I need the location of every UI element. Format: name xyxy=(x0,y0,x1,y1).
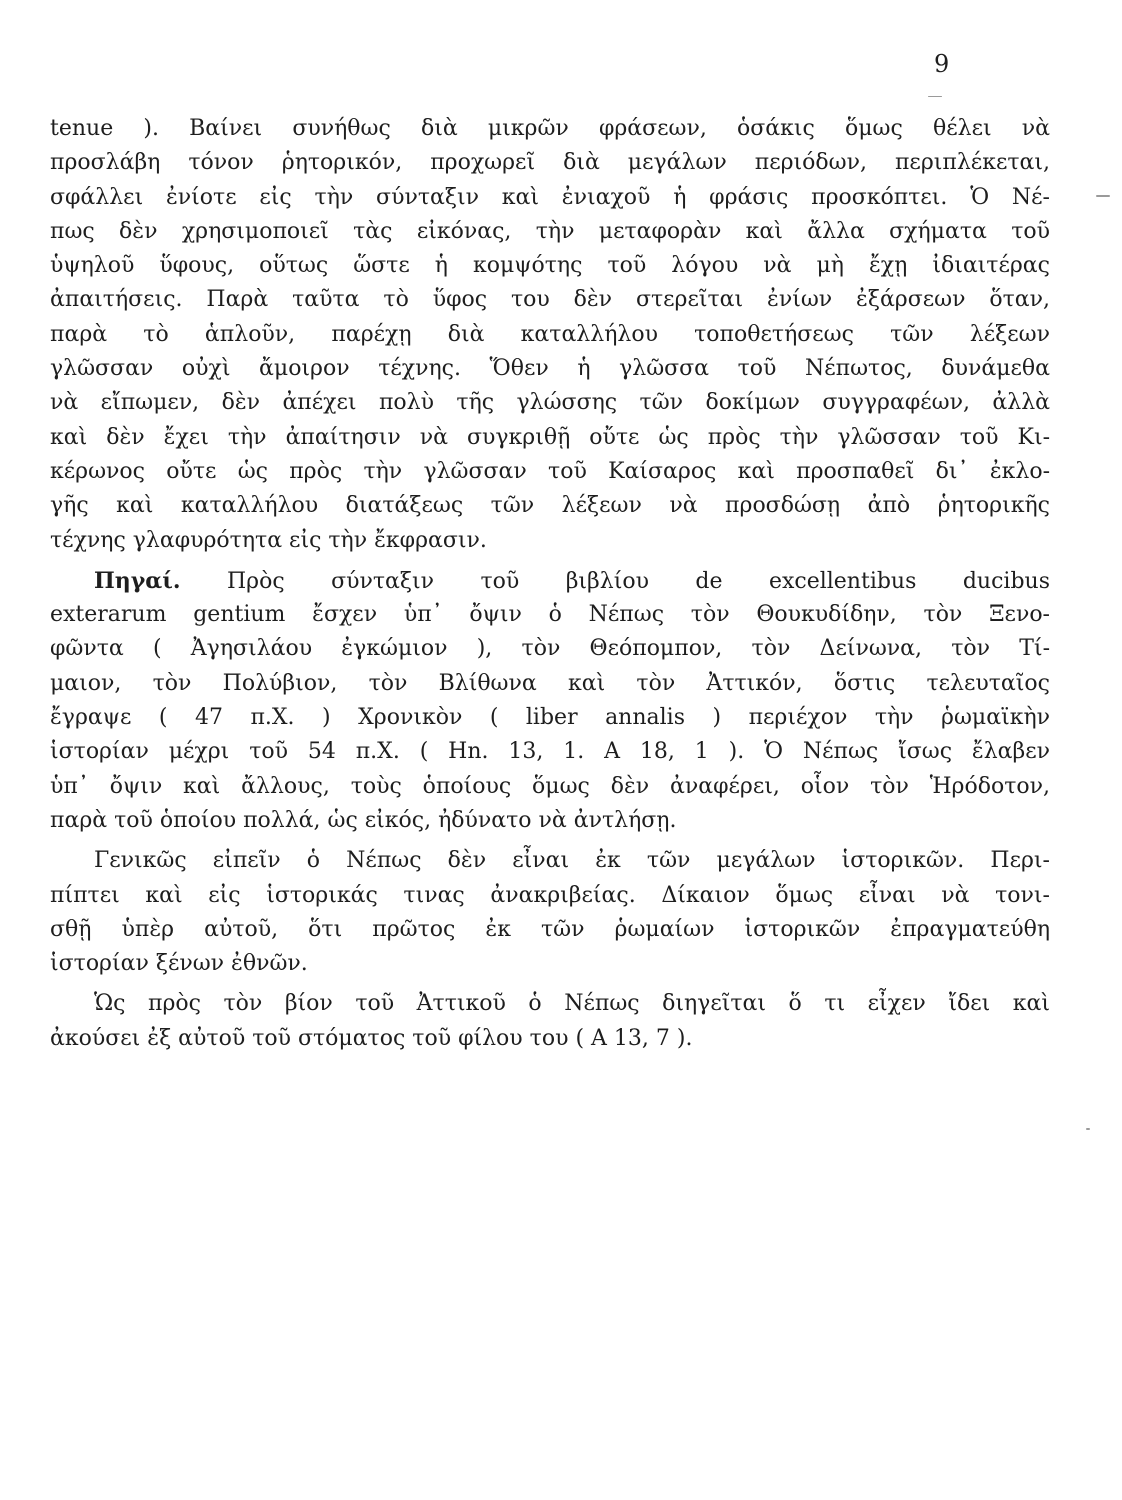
text-line: φῶντα ( Ἀγησιλάου ἐγκώμιον ), τὸν Θεόπομπον, τὸν Δείνωνα, τὸν Τί- xyxy=(50,636,1050,662)
text-line: γλῶσσαν οὐχὶ ἄμοιρον τέχνης. Ὅθεν ἡ γλῶσσα τοῦ Νέπωτος, δυνάμεθα xyxy=(50,356,1050,382)
text-line: γῆς καὶ καταλλήλου διατάξεως τῶν λέξεων νὰ προσδώσῃ ἀπὸ ῥητορικῆς xyxy=(50,493,1050,519)
scan-speck xyxy=(1086,1128,1090,1130)
text-line: Γενικῶς εἰπεῖν ὁ Νέπως δὲν εἶναι ἐκ τῶν μεγάλων ἱστορικῶν. Περι- xyxy=(94,848,1050,874)
text-line: καὶ δὲν ἔχει τὴν ἀπαίτησιν νὰ συγκριθῇ οὔτε ὡς πρὸς τὴν γλῶσσαν τοῦ Κι- xyxy=(50,424,1050,450)
scan-speck xyxy=(928,96,942,97)
text-line: σθῇ ὑπὲρ αὐτοῦ, ὅτι πρῶτος ἐκ τῶν ῥωμαίων ἱστορικῶν ἐπραγματεύθη xyxy=(50,916,1050,942)
text-line: παρὰ τὸ ἁπλοῦν, παρέχῃ διὰ καταλλήλου τοποθετήσεως τῶν λέξεων xyxy=(50,321,1050,347)
text-line: Ὡς πρὸς τὸν βίον τοῦ Ἀττικοῦ ὁ Νέπως διηγεῖται ὅ τι εἶχεν ἴδει καὶ xyxy=(94,991,1050,1017)
page-number: 9 xyxy=(934,50,950,78)
text-line: πίπτει καὶ εἰς ἱστορικάς τινας ἀνακριβείας. Δίκαιον ὅμως εἶναι νὰ τονι- xyxy=(50,882,1050,908)
text-line: ὑπ᾽ ὄψιν καὶ ἄλλους, τοὺς ὁποίους ὅμως δὲν ἀναφέρει, οἷον τὸν Ἡρόδοτον, xyxy=(50,773,1050,799)
text-line: ὑψηλοῦ ὕφους, οὕτως ὥστε ἡ κομψότης τοῦ λόγου νὰ μὴ ἔχῃ ἰδιαιτέρας xyxy=(50,253,1050,279)
text-line: ἀκούσει ἐξ αὐτοῦ τοῦ στόματος τοῦ φίλου του ( A 13, 7 ). xyxy=(50,1025,693,1051)
paragraph-sources xyxy=(50,564,1050,838)
text-line: ἀπαιτήσεις. Παρὰ ταῦτα τὸ ὕφος του δὲν στερεῖται ἐνίων ἐξάρσεων ὅταν, xyxy=(50,287,1050,313)
paragraph-atticus xyxy=(50,987,1050,1056)
text-line: μαιον, τὸν Πολύβιον, τὸν Βλίθωνα καὶ τὸν Ἀττικόν, ὅστις τελευταῖος xyxy=(50,670,1050,696)
text-line: ἱστορίαν μέχρι τοῦ 54 π.Χ. ( Hn. 13, 1. A 18, 1 ). Ὁ Νέπως ἴσως ἔλαβεν xyxy=(50,739,1050,765)
page-body xyxy=(50,112,1050,1056)
text-line xyxy=(50,564,1050,598)
text-line: προσλάβη τόνον ῥητορικόν, προχωρεῖ διὰ μεγάλων περιόδων, περιπλέκεται, xyxy=(50,150,1050,176)
scan-speck xyxy=(1096,195,1110,197)
text-line: ἔγραψε ( 47 π.Χ. ) Χρονικὸν ( liber annalis ) περιέχον τὴν ῥωμαϊκὴν xyxy=(50,705,1050,731)
text-line: exterarum gentium ἔσχεν ὑπ᾽ ὄψιν ὁ Νέπως τὸν Θουκυδίδην, τὸν Ξενο- xyxy=(50,602,1050,628)
paragraph-style-and-language xyxy=(50,112,1050,558)
text-line: πως δὲν χρησιμοποιεῖ τὰς εἰκόνας, τὴν μεταφορὰν καὶ ἄλλα σχήματα τοῦ xyxy=(50,218,1050,244)
text-line: τέχνης γλαφυρότητα εἰς τὴν ἔκφρασιν. xyxy=(50,527,487,553)
text-line: σφάλλει ἐνίοτε εἰς τὴν σύνταξιν καὶ ἐνιαχοῦ ἡ φράσις προσκόπτει. Ὁ Νέ- xyxy=(50,184,1050,210)
text-run: Πρὸς σύνταξιν τοῦ βιβλίου de excellentibus ducibus xyxy=(226,568,1050,594)
paragraph-assessment xyxy=(50,844,1050,981)
section-heading-sources: Πηγαί. xyxy=(94,567,181,594)
text-line: ἱστορίαν ξένων ἐθνῶν. xyxy=(50,951,308,977)
text-line: νὰ εἴπωμεν, δὲν ἀπέχει πολὺ τῆς γλώσσης τῶν δοκίμων συγγραφέων, ἀλλὰ xyxy=(50,390,1050,416)
text-line: tenue ). Βαίνει συνήθως διὰ μικρῶν φράσεων, ὁσάκις ὅμως θέλει νὰ xyxy=(50,116,1050,141)
text-line: κέρωνος οὔτε ὡς πρὸς τὴν γλῶσσαν τοῦ Καίσαρος καὶ προσπαθεῖ δι᾽ ἐκλο- xyxy=(50,458,1050,484)
text-line: παρὰ τοῦ ὁποίου πολλά, ὡς εἰκός, ἠδύνατο νὰ ἀντλήσῃ. xyxy=(50,807,677,833)
